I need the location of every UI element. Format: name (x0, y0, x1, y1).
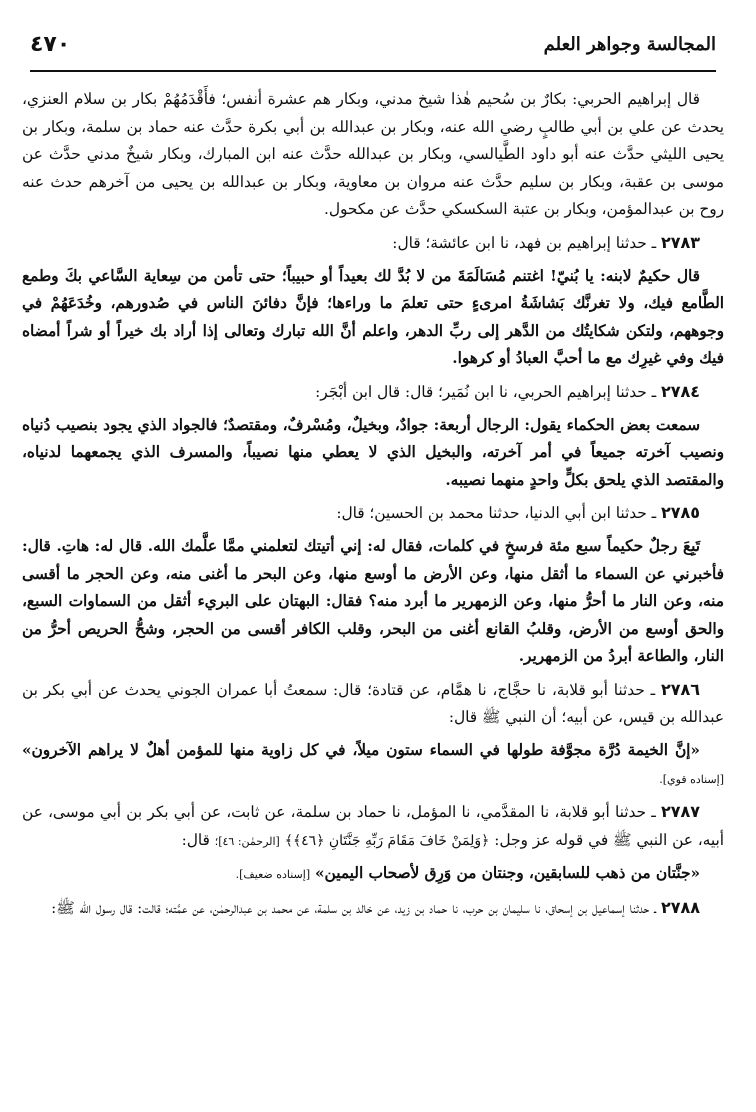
hadith-2788-isnad (22, 894, 724, 923)
grading-note: [إسناده قوي]. (659, 772, 724, 786)
qal-text: قال: (181, 830, 210, 849)
isnad-text: ـ حدثنا إبراهيم بن فهد، نا ابن عائشة؛ قال: (392, 233, 657, 252)
hadith-text: «جنَّتان من ذهب للسابقين، وجنتان من وَرِق لأصحاب اليمين» (315, 864, 700, 883)
hadith-number: ٢٧٨٦ (660, 679, 700, 699)
page-body (22, 86, 724, 923)
commentary-paragraph (22, 86, 724, 224)
page-number: ٤٧٠ (30, 32, 71, 57)
grading-note: [إسناده ضعيف]. (235, 868, 311, 882)
isnad-text: ـ حدثنا إسماعيل بن إسحاق، نا سليمان بن حرب، نا حماد بن زيد، عن خالد بن سلمة، عن محمد بن عبدالرحمٰن، عن عمَّته؛ قالت: قال رسول الله ﷺ: (51, 899, 657, 918)
hadith-2784-text: سمعت بعض الحكماء يقول: الرجال أربعة: جوادٌ، وبخيلٌ، ومُسْرفٌ، ومقتصدٌ؛ فالجواد الذي يجود بنصيب دُنياه ونصيب آخرته جميعاً في أمر آخرته، والبخيل الذي لا يعطي منها نصيباً، والمسرف الذي يجمعهما لدنياه، والمقتصد الذي يلحق بكلٍّ واحدٍ منهما نصيبه. (22, 415, 724, 489)
isnad-text: ـ حدثنا ابن أبي الدنيا، حدثنا محمد بن الحسين؛ قال: (336, 504, 657, 523)
hadith-2787-matn (22, 860, 724, 889)
verse-reference: [الرحمٰن: ٤٦]؛ (214, 834, 280, 848)
hadith-2786-matn (22, 737, 724, 793)
page-header (30, 28, 716, 72)
hadith-number: ٢٧٨٨ (660, 898, 700, 918)
hadith-number: ٢٧٨٤ (660, 381, 700, 401)
isnad-text: ـ حدثنا إبراهيم الحربي، نا ابن نُمَير؛ قال: قال ابن أبْجَر: (315, 382, 657, 401)
hadith-text: «إنَّ الخيمة دُرَّة مجوَّفة طولها في السماء ستون ميلاً، في كل زاوية منها للمؤمن أهلٌ لا يراهم الآخرون» (22, 741, 700, 760)
hadith-number: ٢٧٨٣ (660, 232, 700, 252)
hadith-number: ٢٧٨٧ (660, 802, 700, 822)
quran-verse: ﴿وَلِمَنْ خَافَ مَقَامَ رَبِّهِ جَنَّتَانِ ﴿٤٦﴾﴾ (284, 832, 490, 849)
hadith-2786-isnad (22, 676, 724, 732)
hadith-number: ٢٧٨٥ (660, 503, 700, 523)
hadith-2787-isnad (22, 798, 724, 855)
commentary-text: قال إبراهيم الحربي: بكارٌ بن سُحيم هٰذا شيخ مدني، وبكار هم عشرة أنفس؛ فأَقْدَمُهُمْ بكار بن سلام العنزي، يحدث عن علي بن أبي طالبٍ رضي الله عنه، وبكار بن عبدالله بن أبي بكرة حدَّث عنه حماد بن سلمة، وبكار بن يحيى الليثي حدَّث عنه أبو داود الطَّيالسي، وبكار بن عبدالله حدَّث عنه ابن المبارك، وبكار شيخٌ مدني حدَّث عن موسى بن عقبة، وبكار بن سليم حدَّث عنه مروان بن معاوية، وبكار بن عبدالله بن يحيى من آخرهم حدث عنه روح بن عبدالمؤمن، وبكار بن عتبة السكسكي حدَّث عن مكحول. (22, 90, 724, 219)
hadith-2785-isnad (22, 499, 724, 528)
isnad-text: ـ حدثنا أبو قلابة، نا حجَّاج، نا همَّام، عن قتادة؛ قال: سمعتُ أبا عمران الجوني يحدث عن أبي بكر بن عبدالله بن قيس، عن أبيه؛ أن النبي ﷺ قال: (22, 680, 724, 727)
hadith-2783-isnad (22, 229, 724, 258)
hadith-2784-isnad (22, 378, 724, 407)
hadith-2785-text: تَبِعَ رجلٌ حكيماً سبع مئة فرسخٍ في كلمات، فقال له: إني أتيتك لتعلمني ممَّا علَّمك الله. قال له: هاتِ. قال: فأخبرني عن السماء ما أثقل منها، وعن الأرض ما أوسع منها، وعن البحر ما أغنى منه، وعن الحجر ما أقسى منه، وعن النار ما أحرُّ منها، وعن الزمهرير ما أبرد منه؟ فقال: البهتان على البريء أثقل من السماوات السبع، والحق أوسع من الأرض، وقلبُ القانع أغنى من البحر، وقلب الكافر أقسى من الحجر، وشحُّ الحريص أحرُّ من النار، والطاعة أبردُ من الزمهرير. (22, 536, 724, 666)
isnad-text: ـ حدثنا أبو قلابة، نا المقدَّمي، نا المؤمل، نا حماد بن سلمة، عن ثابت، عن أبي بكر بن أبي موسى، عن أبيه، عن النبي ﷺ في قوله عز وجل: (22, 803, 724, 849)
running-title: المجالسة وجواهر العلم (543, 34, 716, 55)
hadith-2783-text: قال حكيمٌ لابنه: يا بُنيّ! اغتنم مُسَالَمَةَ من لا بُدَّ لك بعيداً أو حبيباً؛ حتى تأمن من سِعاية السَّاعي بكَ وطمع الطَّامع فيك، ولا تغرنَّك بَشاشَةُ امرىءٍ حتى تعلمَ ما وراءها؛ فإنَّ دفائنَ الناس في صُدورهم، وخُدَعَهُمْ في وجوههم، ولتكن شكايتُك من الدَّهر إلى ربِّ الدهر، واعلم أنَّ الله تبارك وتعالى إذا أراد بك خيراً أو شراً أمضاه فيك وفي غيرِك مع ما أحبَّ العبادُ أو كرهوا. (22, 266, 724, 368)
